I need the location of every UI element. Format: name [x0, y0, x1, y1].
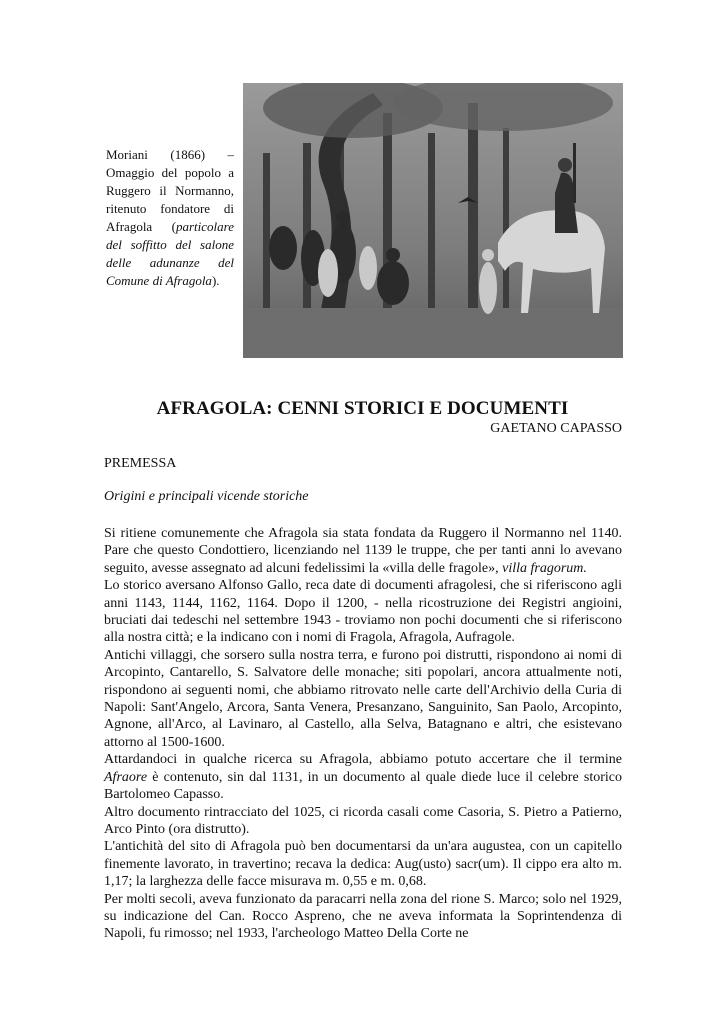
paragraph-italic: villa fragorum.: [502, 560, 587, 576]
section-heading: PREMESSA: [104, 456, 177, 471]
caption-text: Moriani (1866) – Omaggio del popolo a Ruggero il Normanno, ritenuto fondatore di Afragola (: [106, 147, 234, 234]
figure-caption: [106, 146, 234, 290]
subsection-heading: Origini e principali vicende storiche: [104, 489, 309, 504]
paragraph: Lo storico aversano Alfonso Gallo, reca date di documenti afragolesi, che si riferiscono agli anni 1143, 1144, 1162, 1164. Dopo il 1200, - nella ricostruzione dei Registri angioini, bruciati dai tedeschi nel settembre 1943 - troviamo non pochi documenti che si riferiscono alla nostra città; e la indicano con i nomi di Fragola, Afragola, Aufragole.: [104, 578, 622, 646]
painting-drawing: [243, 83, 623, 358]
paragraph: Antichi villaggi, che sorsero sulla nostra terra, e furono poi distrutti, rispondono ai nomi di Arcopinto, Cantarello, S. Salvatore delle monache; siti popolari, ancora attualmente noti, rispondono ai seguenti nomi, che abbiamo ritrovato nelle carte dell'Archivio della Curia di Napoli: Sant'Angelo, Arcora, Santa Venera, Presanzano, Sanguinito, San Paolo, Arcopinto, Agnone, all'Arco, al Lavinaro, al Castello, alla Selva, Batagnano e altri, che esistevano attorno al 1500-1600.: [104, 647, 622, 750]
body-text: [104, 525, 622, 943]
paragraph: [104, 751, 622, 803]
paragraph-italic: Afraore: [104, 769, 148, 785]
author-name: GAETANO CAPASSO: [490, 421, 622, 436]
caption-italic-text: particolare del soffitto del salone delle adunanze del Comune di Afragola: [106, 219, 234, 288]
page-title: AFRAGOLA: CENNI STORICI E DOCUMENTI: [156, 398, 569, 419]
paragraph-text: Attardandoci in qualche ricerca su Afragola, abbiamo potuto accertare che il termine: [104, 752, 622, 768]
painting-image: [243, 83, 623, 358]
paragraph: Altro documento rintracciato del 1025, ci ricorda casali come Casoria, S. Pietro a Patierno, Arco Pinto (ora distrutto).: [104, 804, 622, 837]
paragraph: [104, 525, 622, 577]
paragraph: Per molti secoli, aveva funzionato da paracarri nella zona del rione S. Marco; solo nel 1929, su indicazione del Can. Rocco Aspreno, che ne aveva informata la Soprintendenza di Napoli, fu rimosso; nel 1933, l'archeologo Matteo Della Corte ne: [104, 891, 622, 942]
paragraph-text: Si ritiene comunemente che Afragola sia stata fondata da Ruggero il Normanno nel 1140. Pare che questo Condottiero, licenziando nel 1139 le truppe, che per tanti anni lo avevano seguito, avesse assegnato ad alcuni fedelissimi la «villa delle fragole»,: [104, 526, 622, 576]
caption-end: ).: [211, 273, 220, 288]
paragraph-text: è contenuto, sin dal 1131, in un documento al quale diede luce il celebre storico Bartolomeo Capasso.: [104, 769, 622, 803]
paragraph: L'antichità del sito di Afragola può ben documentarsi da un'ara augustea, con un capitello finemente lavorato, in travertino; recava la dedica: Aug(usto) sacr(um). Il cippo era alto m. 1,17; la larghezza delle facce misurava m. 0,55 e m. 0,68.: [104, 839, 622, 890]
